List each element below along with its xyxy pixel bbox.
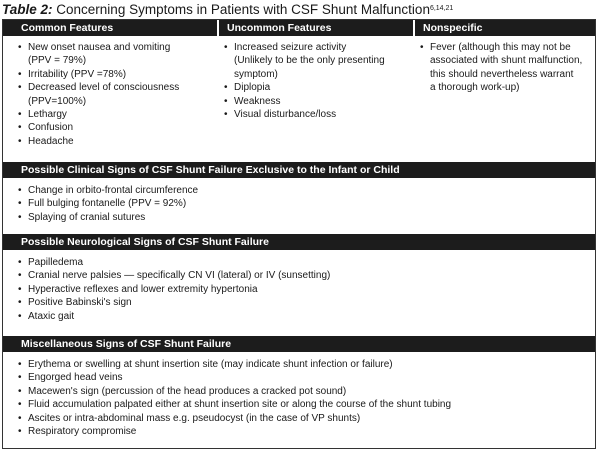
table-label: Table 2: [2,2,53,17]
list-item: • Change in orbito-frontal circumference [17,184,198,197]
nonspecific-list [419,41,582,95]
section-heading: Miscellaneous Signs of CSF Shunt Failure [21,338,232,350]
common-feature-item-text: (PPV = 79%) [28,55,87,67]
uncommon-feature-item-text: • Weakness [234,95,281,107]
list-item: • Splaying of cranial sutures [17,211,198,224]
common-features-list [17,41,179,148]
section-header-miscellaneous [3,336,595,352]
uncommon-feature-item [223,108,385,121]
section-header-neurological [3,234,595,250]
table-title-text: Concerning Symptoms in Patients with CSF Shunt Malfunction [56,2,430,17]
common-feature-item-text: • Lethargy [28,109,67,121]
uncommon-feature-item [223,95,385,108]
uncommon-features-list [223,41,385,121]
common-feature-item [17,135,179,148]
section-header-infant [3,162,595,178]
common-feature-item [17,81,179,108]
column-header-uncommon: Uncommon Features [227,22,332,34]
common-feature-item [17,41,179,68]
nonspecific-item-text: • Fever (although this may not be [430,42,571,53]
nonspecific-item-text: this should nevertheless warrant [430,68,574,80]
uncommon-feature-item-text: (Unlikely to be the only presenting [234,55,385,67]
uncommon-feature-item-text: • Visual disturbance/loss [234,109,337,121]
table-title [2,2,453,18]
uncommon-feature-item-text: • Diplopia [234,82,271,94]
table-title-refs: 6,14,21 [429,5,454,12]
list-item: • Cranial nerve palsies — specifically CN VI (lateral) or IV (sunsetting) [17,269,330,282]
common-feature-item-text: • New onset nausea and vomiting [28,42,171,53]
list-item: • Positive Babinski's sign [17,296,330,309]
column-divider [413,20,415,36]
column-header-nonspecific: Nonspecific [423,22,483,34]
list-item: • Hyperactive reflexes and lower extremity hypertonia [17,283,330,296]
common-feature-item [17,121,179,134]
list-item: • Erythema or swelling at shunt insertion site (may indicate shunt infection or failure) [17,358,451,371]
common-feature-item [17,68,179,81]
common-feature-item-text: • Irritability (PPV =78%) [28,68,127,80]
neurological-signs-list [17,256,330,323]
section-heading: Possible Neurological Signs of CSF Shunt Failure [21,236,269,248]
uncommon-feature-item-text: • Increased seizure activity [234,42,347,53]
nonspecific-item [419,41,582,95]
uncommon-feature-item-text: symptom) [234,68,278,80]
list-item: • Ascites or intra-abdominal mass e.g. pseudocyst (in the case of VP shunts) [17,412,451,425]
common-feature-item-text: • Headache [28,135,74,147]
symptoms-table [2,19,596,449]
common-feature-item-text: (PPV=100%) [28,95,87,107]
miscellaneous-signs-list [17,358,451,438]
list-item: • Papilledema [17,256,330,269]
common-feature-item [17,108,179,121]
uncommon-feature-item [223,81,385,94]
list-item: • Full bulging fontanelle (PPV = 92%) [17,197,198,210]
section-heading: Possible Clinical Signs of CSF Shunt Failure Exclusive to the Infant or Child [21,164,400,176]
infant-signs-list [17,184,198,224]
list-item: • Ataxic gait [17,310,330,323]
common-feature-item-text: • Decreased level of consciousness [28,82,180,94]
uncommon-feature-item [223,41,385,81]
nonspecific-item-text: associated with shunt malfunction, [430,55,583,67]
list-item: • Engorged head veins [17,371,451,384]
common-feature-item-text: • Confusion [28,122,74,134]
list-item: • Macewen's sign (percussion of the head produces a cracked pot sound) [17,385,451,398]
column-divider [217,20,219,36]
column-header-common: Common Features [21,22,114,34]
list-item: • Respiratory compromise [17,425,451,438]
column-header-row [3,20,595,36]
nonspecific-item-text: a thorough work-up) [430,82,520,94]
list-item: • Fluid accumulation palpated either at shunt insertion site or along the course of the shunt tubing [17,398,451,411]
